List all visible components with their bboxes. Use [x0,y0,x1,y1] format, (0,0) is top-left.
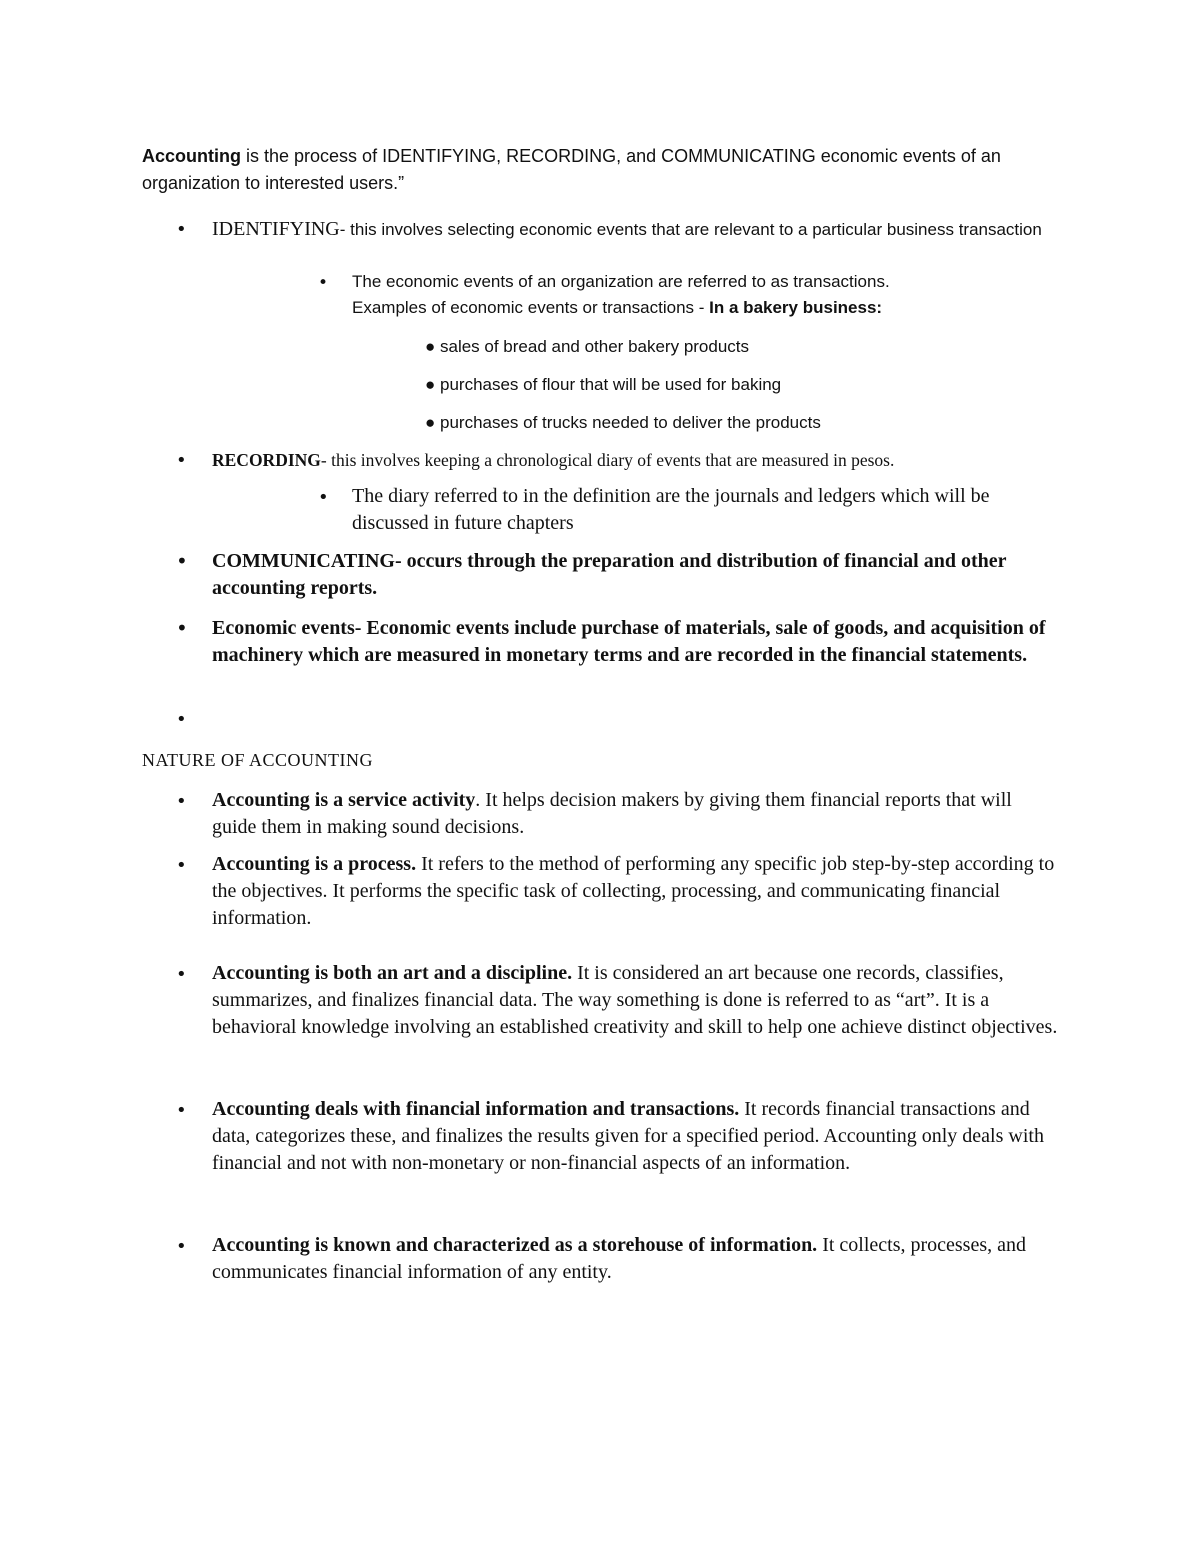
nature-item-text: It records financial transactions and data, categorizes these, and finalizes the results given for a specified period. Accounting only deals with financial and not with non-monetary or non-financial aspects of an information. [212,1098,1044,1174]
example-text: purchases of trucks needed to deliver the products [440,413,821,432]
examples-intro [352,295,1072,321]
bullet-identifying: • [176,219,187,240]
nature-item-text: It is considered an art because one records, classifies, summarizes, and finalizes financial data. The way something is done is referred to as “art”. It is a behavioral knowledge involving an established creativity and skill to help one achieve distinct objectives. [212,962,1058,1038]
bullet-nature-5: • [176,1236,187,1257]
bullet-nature-1: • [176,791,187,812]
communicating-term: COMMUNICATING [212,550,395,572]
intro-text: is the process of IDENTIFYING, RECORDING, and COMMUNICATING economic events of an organization to interested users.” [142,146,1001,193]
nature-item-3 [212,960,1072,1041]
bullet-nature-4: • [176,1100,187,1121]
transactions-definition: The economic events of an organization are referred to as transactions. [352,272,890,291]
nature-item-bold: Accounting deals with financial information and transactions. [212,1098,740,1120]
bullet-nature-2: • [176,855,187,876]
economic-events-text: - Economic events include purchase of materials, sale of goods, and acquisition of machinery which are measured in monetary terms and are recorded in the financial statements. [212,617,1046,666]
intro-paragraph [142,143,1062,197]
nature-item-bold: Accounting is known and characterized as a storehouse of information. [212,1234,818,1256]
nature-item-text: It refers to the method of performing any specific job step-by-step according to the objectives. It performs the specific task of collecting, processing, and communicating financial information. [212,853,1055,929]
nature-item-text: It collects, processes, and communicates financial information of any entity. [212,1234,1027,1283]
bullet-identifying-sub: • [318,273,329,293]
example-item [425,411,821,435]
example-bullet: ● [425,337,440,356]
recording-term: RECORDING [212,450,321,470]
nature-item-2 [212,851,1062,932]
bullet-economic-events: • [176,616,188,640]
example-text: sales of bread and other bakery products [440,337,750,356]
identifying-text: - this involves selecting economic events that are relevant to a particular business transaction [339,220,1042,239]
section-heading: NATURE OF ACCOUNTING [142,750,374,770]
intro-term: Accounting [142,146,241,166]
nature-item-bold: Accounting is a process. [212,853,417,875]
example-text: purchases of flour that will be used for baking [440,375,782,394]
nature-item-1 [212,787,1042,841]
recording-text: - this involves keeping a chronological diary of events that are measured in pesos. [320,450,895,470]
identifying-item [212,216,1072,244]
economic-events-term: Economic events [212,617,355,639]
bullet-nature-3: • [176,964,187,985]
nature-item-5 [212,1232,1052,1286]
nature-item-bold: Accounting is both an art and a discipline. [212,962,573,984]
economic-events-item [212,615,1062,669]
bullet-empty: • [176,709,187,730]
bullet-communicating: • [176,549,188,573]
example-bullet: ● [425,375,440,394]
nature-item-bold: Accounting is a service activity [212,789,476,811]
recording-sub: The diary referred to in the definition are the journals and ledgers which will be discussed in future chapters [352,485,990,534]
nature-item-text: . It helps decision makers by giving them financial reports that will guide them in making sound decisions. [212,789,1012,838]
communicating-item [212,548,1062,602]
examples-intro-text: Examples of economic events or transactions - [352,298,710,317]
bullet-recording-sub: • [318,487,329,508]
example-bullet: ● [425,413,440,432]
identifying-term: IDENTIFYING [212,218,340,240]
example-item [425,335,749,359]
recording-item [212,447,1072,473]
nature-item-4 [212,1096,1062,1177]
communicating-text: - occurs through the preparation and distribution of financial and other accounting reports. [212,550,1007,599]
identifying-sub [352,269,1072,321]
examples-intro-bold: In a bakery business: [709,298,883,317]
bullet-recording: • [176,450,187,471]
example-item [425,373,781,397]
